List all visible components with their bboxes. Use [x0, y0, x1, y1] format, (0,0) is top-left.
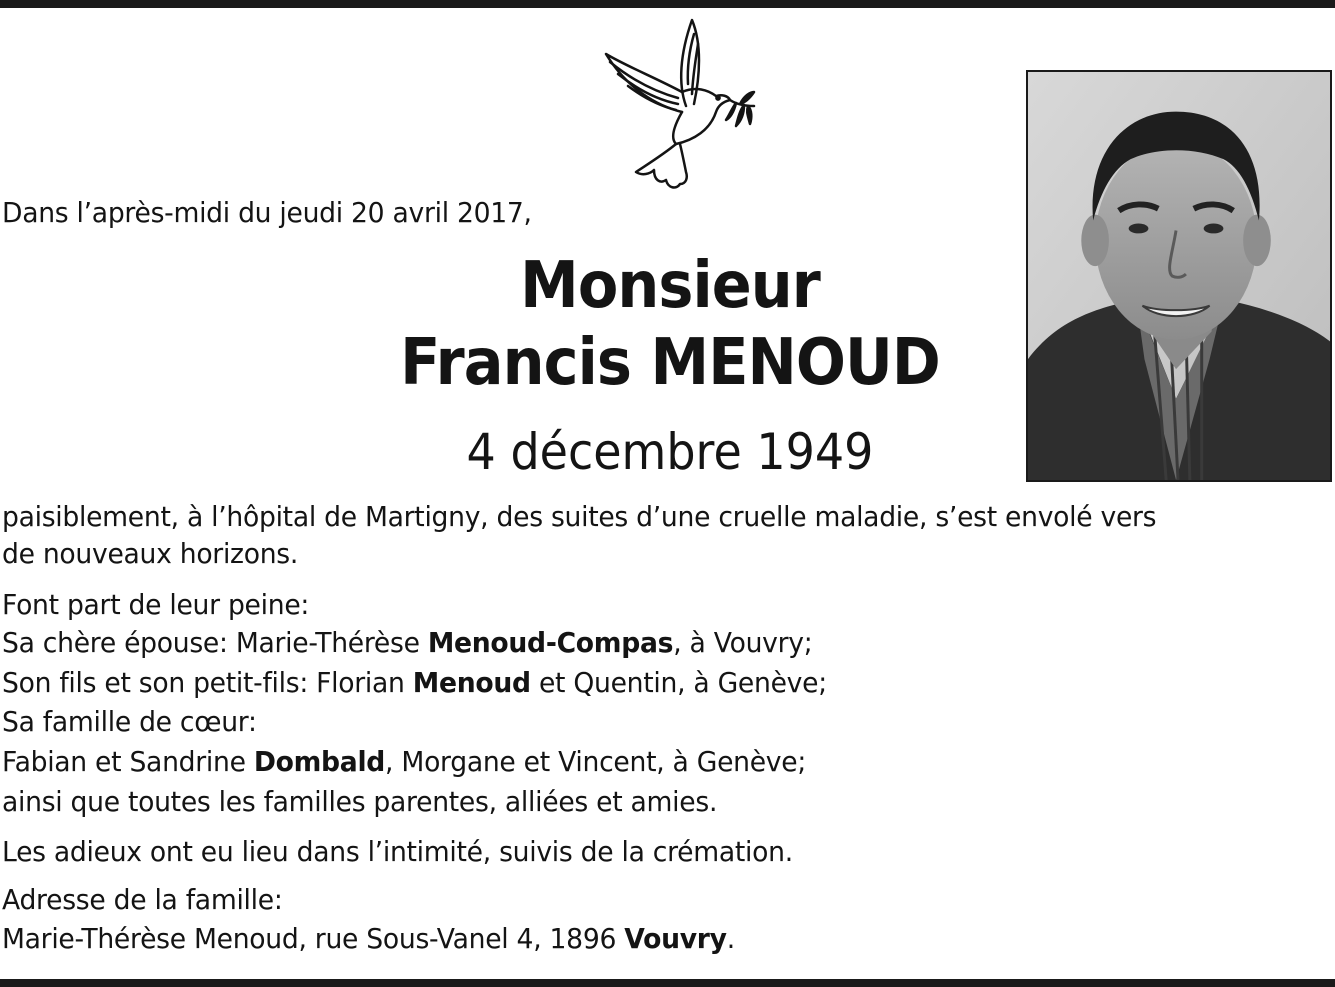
spouse-suffix: , à Vouvry; — [673, 626, 813, 659]
heart-family-line — [2, 745, 806, 779]
dove-icon — [598, 14, 762, 194]
spouse-line — [2, 626, 812, 660]
heart-family-heading: Sa famille de cœur: — [2, 705, 257, 738]
heart-suffix: , Morgane et Vincent, à Genève; — [385, 745, 807, 778]
address-heading: Adresse de la famille: — [2, 883, 283, 916]
paragraph-line-2: de nouveaux horizons. — [2, 537, 299, 570]
address-suffix: . — [726, 922, 735, 955]
family-heading: Font part de leur peine: — [2, 588, 310, 621]
address-prefix: Marie-Thérèse Menoud, rue Sous-Vanel 4, 1896 — [2, 922, 625, 955]
intro-line: Dans l’après-midi du jeudi 20 avril 2017, — [2, 196, 532, 229]
deceased-name: Francis MENOUD — [400, 326, 940, 400]
son-suffix: et Quentin, à Genève; — [530, 666, 827, 699]
birth-date: 4 décembre 1949 — [466, 423, 874, 481]
spouse-surname: Menoud-Compas — [427, 626, 674, 659]
address-city: Vouvry — [624, 922, 727, 955]
son-line — [2, 666, 827, 700]
bottom-rule — [0, 979, 1335, 987]
top-rule — [0, 0, 1335, 8]
heart-prefix: Fabian et Sandrine — [2, 745, 254, 778]
heart-surname: Dombald — [253, 745, 386, 778]
son-surname: Menoud — [412, 666, 531, 699]
honorific-title: Monsieur — [520, 249, 820, 323]
spouse-prefix: Sa chère épouse: Marie-Thérèse — [2, 626, 428, 659]
relatives-line: ainsi que toutes les familles parentes, alliées et amies. — [2, 785, 718, 818]
farewell-line: Les adieux ont eu lieu dans l’intimité, suivis de la crémation. — [2, 835, 793, 868]
son-prefix: Son fils et son petit-fils: Florian — [2, 666, 413, 699]
address-line — [2, 922, 735, 956]
paragraph-line-1: paisiblement, à l’hôpital de Martigny, des suites d’une cruelle maladie, s’est envolé vers — [2, 500, 1157, 533]
